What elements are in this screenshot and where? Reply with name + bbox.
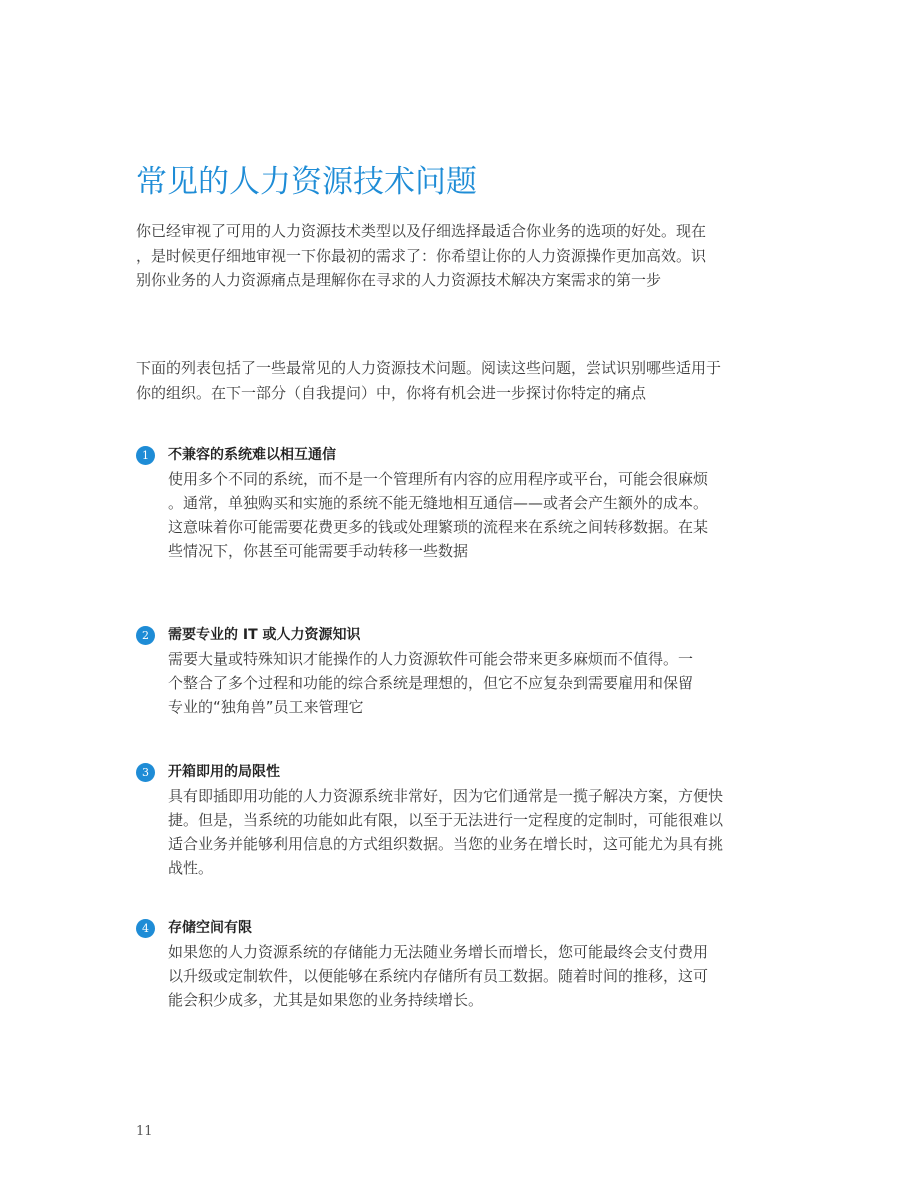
item-heading: 不兼容的系统难以相互通信 xyxy=(168,447,336,463)
body-line: 个整合了多个过程和功能的综合系统是理想的，但它不应复杂到需要雇用和保留 xyxy=(168,674,694,692)
item-heading: 存储空间有限 xyxy=(168,920,252,936)
item-body xyxy=(168,467,788,563)
body-line: 。通常，单独购买和实施的系统不能无缝地相互通信——或者会产生额外的成本。 xyxy=(168,494,709,512)
intro-line: 你已经审视了可用的人力资源技术类型以及仔细选择最适合你业务的选项的好处。现在 xyxy=(136,222,707,240)
number-badge: 1 xyxy=(136,446,155,465)
body-line: 具有即插即用功能的人力资源系统非常好，因为它们通常是一揽子解决方案，方便快 xyxy=(168,787,724,805)
item-heading: 开箱即用的局限性 xyxy=(168,764,280,780)
intro-line: ，是时候更仔细地审视一下你最初的需求了：你希望让你的人力资源操作更加高效。识 xyxy=(136,246,707,265)
item-heading: 需要专业的 IT 或人力资源知识 xyxy=(168,627,361,643)
intro-paragraph xyxy=(136,219,786,293)
body-line: 这意味着你可能需要花费更多的钱或处理繁琐的流程来在系统之间转移数据。在某 xyxy=(168,518,709,536)
body-line: 专业的“独角兽”员工来管理它 xyxy=(168,698,364,716)
page-number: 11 xyxy=(136,1124,153,1139)
number-badge: 3 xyxy=(136,763,155,782)
body-line: 捷。但是，当系统的功能如此有限，以至于无法进行一定程度的定制时，可能很难以 xyxy=(168,811,724,829)
intro-line: 下面的列表包括了一些最常见的人力资源技术问题。阅读这些问题，尝试识别哪些适用于 xyxy=(136,359,722,377)
list-intro-paragraph xyxy=(136,356,786,405)
item-body xyxy=(168,940,788,1012)
body-line: 需要大量或特殊知识才能操作的人力资源软件可能会带来更多麻烦而不值得。一 xyxy=(168,650,694,668)
body-line: 适合业务并能够利用信息的方式组织数据。当您的业务在增长时，这可能尤为具有挑 xyxy=(168,835,724,853)
body-line: 如果您的人力资源系统的存储能力无法随业务增长而增长，您可能最终会支付费用 xyxy=(168,943,709,961)
item-body xyxy=(168,784,788,880)
body-line: 以升级或定制软件，以便能够在系统内存储所有员工数据。随着时间的推移，这可 xyxy=(168,967,709,985)
number-badge: 4 xyxy=(136,919,155,938)
body-line: 能会积少成多，尤其是如果您的业务持续增长。 xyxy=(168,991,484,1009)
body-line: 战性。 xyxy=(168,859,214,877)
number-badge: 2 xyxy=(136,626,155,645)
body-line: 使用多个不同的系统，而不是一个管理所有内容的应用程序或平台，可能会很麻烦 xyxy=(168,470,709,488)
body-line: 些情况下，你甚至可能需要手动转移一些数据 xyxy=(168,542,469,560)
intro-line: 别你业务的人力资源痛点是理解你在寻求的人力资源技术解决方案需求的第一步 xyxy=(136,271,662,289)
intro-line: 你的组织。在下一部分（自我提问）中，你将有机会进一步探讨你特定的痛点 xyxy=(136,383,647,402)
item-body xyxy=(168,647,788,719)
page-title: 常见的人力资源技术问题 xyxy=(136,164,477,200)
